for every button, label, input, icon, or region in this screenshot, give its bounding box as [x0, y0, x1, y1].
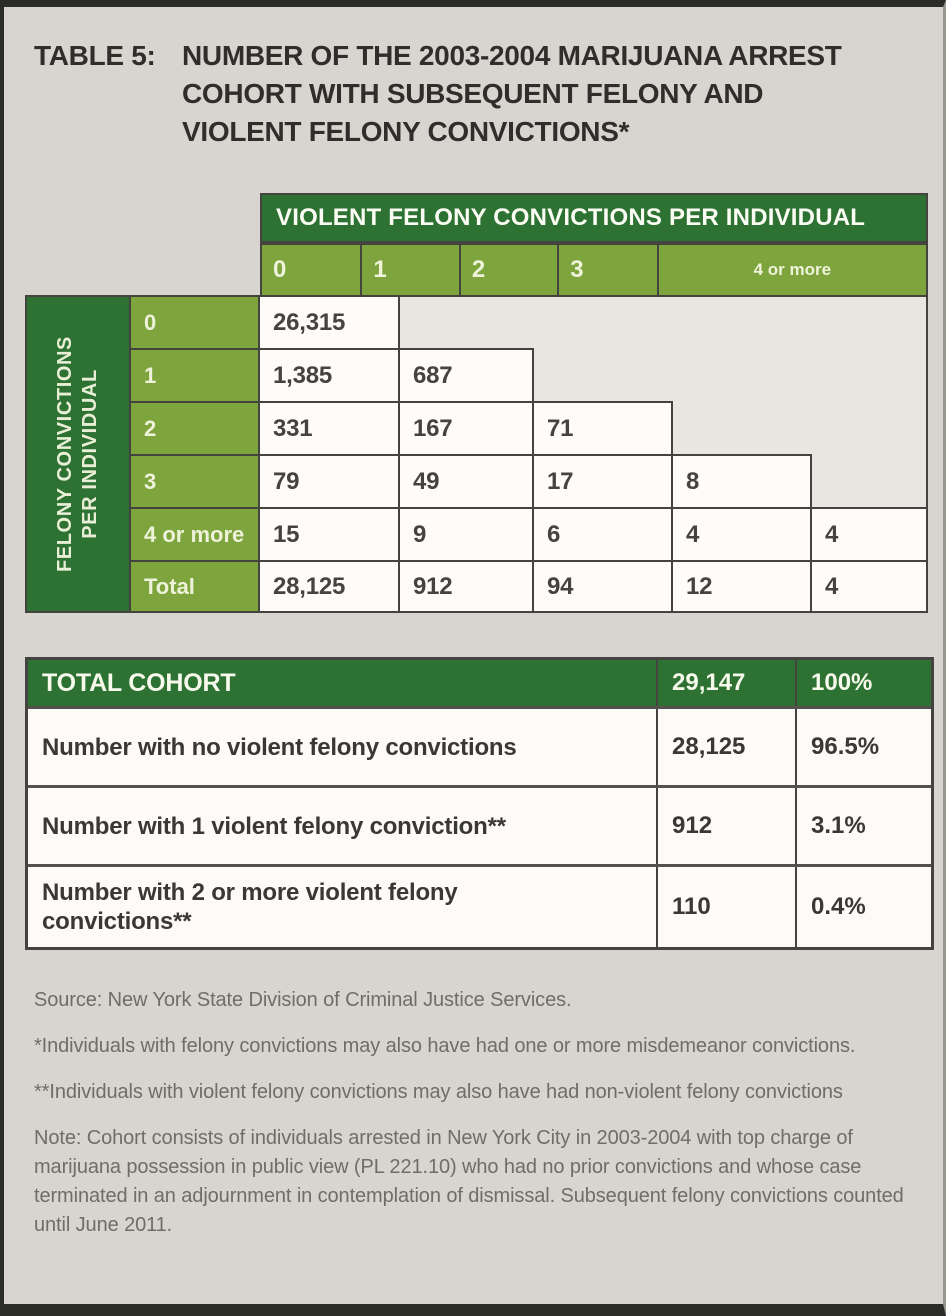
cohort-note: Note: Cohort consists of individuals arrested in New York City in 2003-2004 with top charge of marijuana possession in public view (PL 221.10) who had no prior convictions and whose case terminated in an adjournment in contemplation of dismissal. Subsequent felony convictions counted until June 2011.: [34, 1127, 904, 1236]
summary-row: [28, 864, 931, 947]
data-cell: 17: [534, 454, 673, 507]
table-number-label: TABLE 5:: [34, 40, 156, 71]
empty-region: [812, 454, 928, 507]
title-line: COHORT WITH SUBSEQUENT FELONY AND: [182, 78, 764, 109]
title-line: VIOLENT FELONY CONVICTIONS*: [182, 116, 630, 147]
source-note: Source: New York State Division of Criminal Justice Services.: [34, 989, 572, 1011]
summary-row: [28, 706, 931, 785]
total-cohort-header-row: [28, 660, 931, 706]
empty-region: [534, 348, 928, 401]
column-header: 4 or more: [659, 245, 926, 295]
table-row: [131, 401, 928, 454]
summary-row-percent: 96.5%: [795, 709, 931, 785]
empty-region: [673, 401, 928, 454]
summary-row-value: 28,125: [656, 709, 795, 785]
data-cell: 71: [534, 401, 673, 454]
footnotes: [34, 986, 919, 1240]
column-group-header: VIOLENT FELONY CONVICTIONS PER INDIVIDUAL: [260, 193, 928, 243]
data-cell: 687: [400, 348, 534, 401]
summary-row: [28, 785, 931, 864]
matrix-rows: [131, 295, 928, 613]
summary-row-label: Number with 2 or more violent felony convictions**: [42, 879, 458, 935]
column-header: 2: [461, 245, 559, 295]
convictions-matrix-table: [25, 193, 928, 613]
table-title: [34, 37, 943, 151]
data-cell: 167: [400, 401, 534, 454]
data-cell: 79: [260, 454, 400, 507]
footnote-double-asterisk: **Individuals with violent felony convictions may also have had non-violent felony convictions: [34, 1081, 843, 1103]
data-cell: 9: [400, 507, 534, 560]
summary-row-value: 912: [656, 788, 795, 864]
summary-row-label: Number with 1 violent felony conviction**: [42, 812, 506, 840]
row-label-total: Total: [131, 560, 260, 613]
data-cell: 4: [812, 560, 928, 613]
row-label: 3: [131, 454, 260, 507]
summary-row-percent: 0.4%: [795, 867, 931, 947]
column-header: 0: [262, 245, 362, 295]
footnote-single-asterisk: *Individuals with felony convictions may also have had one or more misdemeanor convictions.: [34, 1035, 856, 1057]
row-label: 0: [131, 295, 260, 348]
summary-row-value: 110: [656, 867, 795, 947]
header-percent: 100%: [795, 660, 931, 706]
column-header-row: [260, 243, 928, 295]
data-cell: 12: [673, 560, 812, 613]
row-group-header: [25, 295, 131, 613]
summary-row-label: Number with no violent felony convictions: [42, 733, 517, 761]
column-header: 1: [362, 245, 460, 295]
table-row-total: [131, 560, 928, 613]
data-cell: 331: [260, 401, 400, 454]
data-cell: 4: [673, 507, 812, 560]
data-cell: 8: [673, 454, 812, 507]
data-cell: 912: [400, 560, 534, 613]
table-row: [131, 507, 928, 560]
row-group-header-text: FELONY CONVICTIONS PER INDIVIDUAL: [54, 336, 101, 573]
table-row: [131, 295, 928, 348]
table-row: [131, 454, 928, 507]
data-cell: 49: [400, 454, 534, 507]
summary-row-percent: 3.1%: [795, 788, 931, 864]
data-cell: 28,125: [260, 560, 400, 613]
table-row: [131, 348, 928, 401]
row-label: 4 or more: [131, 507, 260, 560]
total-cohort-table: [25, 657, 934, 950]
header-value: 29,147: [656, 660, 795, 706]
matrix-body: [25, 295, 928, 613]
page-content: [4, 7, 943, 1240]
row-label: 1: [131, 348, 260, 401]
data-cell: 4: [812, 507, 928, 560]
header-label: TOTAL COHORT: [42, 668, 236, 697]
column-header: 3: [559, 245, 658, 295]
title-line: NUMBER OF THE 2003-2004 MARIJUANA ARREST: [182, 40, 842, 71]
data-cell: 1,385: [260, 348, 400, 401]
data-cell: 6: [534, 507, 673, 560]
data-cell: 94: [534, 560, 673, 613]
table-title-text: [182, 37, 842, 151]
data-cell: 15: [260, 507, 400, 560]
empty-region: [400, 295, 928, 348]
row-label: 2: [131, 401, 260, 454]
data-cell: 26,315: [260, 295, 400, 348]
